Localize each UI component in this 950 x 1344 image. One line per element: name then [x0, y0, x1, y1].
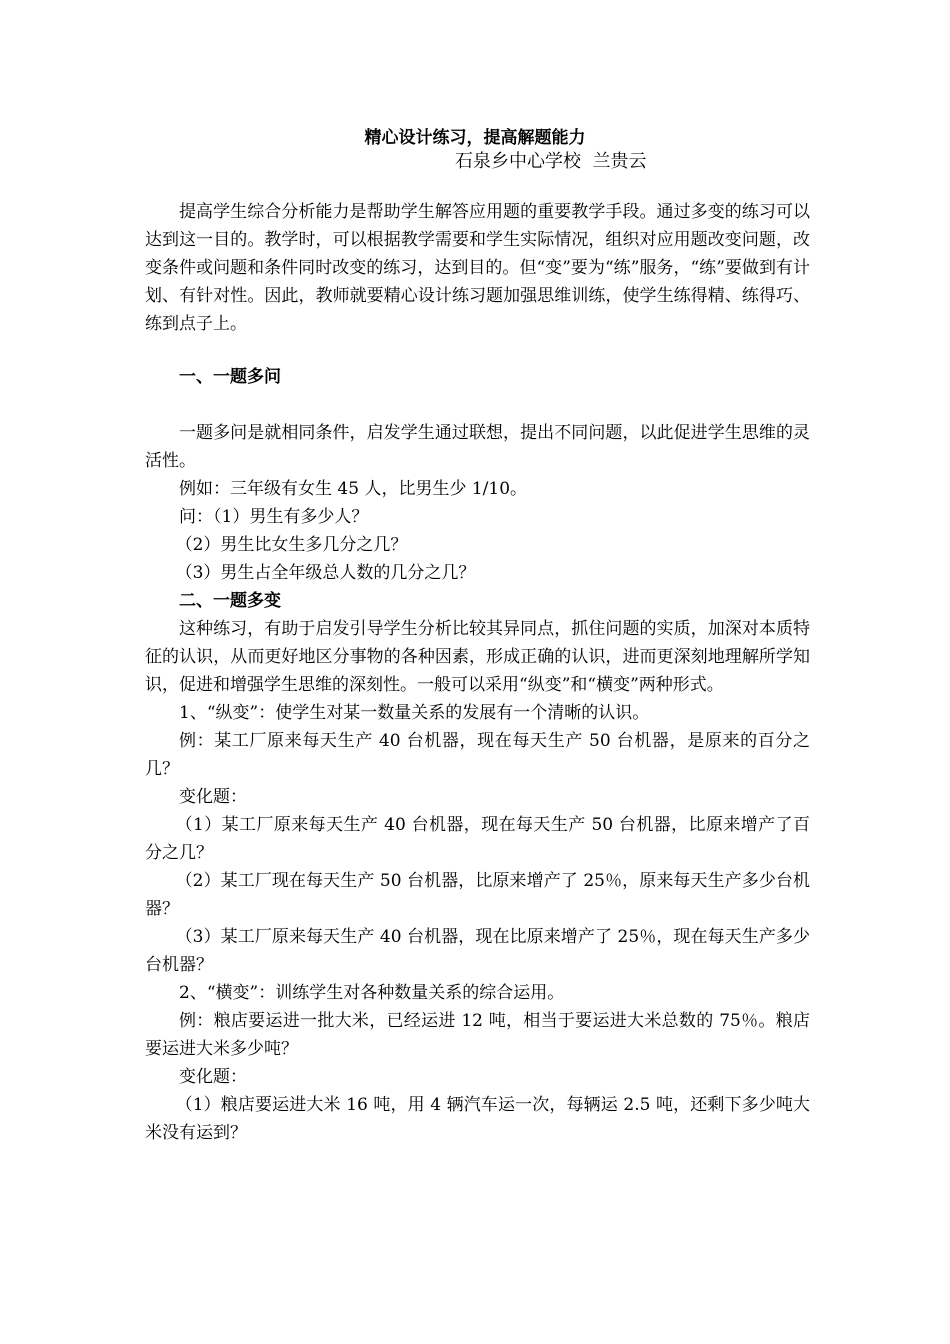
intro-paragraph: 提高学生综合分析能力是帮助学生解答应用题的重要教学手段。通过多变的练习可以达到这一目的。教学时，可以根据教学需要和学生实际情况，组织对应用题改变问题，改变条件或问题和条件同时改变的练习，达到目的。但“变”要为“练”服务，“练”要做到有计划、有针对性。因此，教师就要精心设计练习题加强思维训练，使学生练得精、练得巧、练到点子上。 — [145, 202, 810, 334]
section1-paragraph: 一题多问是就相同条件，启发学生通过联想，提出不同问题，以此促进学生思维的灵活性。 — [145, 423, 810, 471]
section1-question-1: 问：（1）男生有多少人？ — [179, 507, 369, 527]
document-body — [145, 198, 810, 1147]
section2-variation-1: （1）某工厂原来每天生产 40 台机器，现在每天生产 50 台机器，比原来增产了百分之几？ — [145, 815, 810, 863]
section2-example-2: 例：粮店要运进一批大米，已经运进 12 吨，相当于要运进大米总数的 75％。粮店要运进大米多少吨？ — [145, 1011, 810, 1059]
document-title: 精心设计练习，提高解题能力 — [364, 128, 586, 148]
section2-heading: 二、一题多变 — [179, 591, 281, 611]
section2-paragraph: 这种练习，有助于启发引导学生分析比较其异同点，抓住问题的实质，加深对本质特征的认识，从而更好地区分事物的各种因素，形成正确的认识，进而更深刻地理解所学知识，促进和增强学生思维的深刻性。一般可以采用“纵变”和“横变”两种形式。 — [145, 619, 810, 695]
section2-variation-4: （1）粮店要运进大米 16 吨，用 4 辆汽车运一次，每辆运 2.5 吨，还剩下多少吨大米没有运到？ — [145, 1095, 810, 1143]
section2-variation-label-2: 变化题： — [179, 1067, 247, 1087]
section2-variation-label-1: 变化题： — [179, 787, 247, 807]
section2-subheading-2: 2、“横变”：训练学生对各种数量关系的综合运用。 — [179, 983, 565, 1003]
document-author: 石泉乡中心学校 兰贵云 — [455, 151, 647, 172]
section2-subheading-1: 1、“纵变”：使学生对某一数量关系的发展有一个清晰的认识。 — [179, 703, 650, 723]
section2-variation-2: （2）某工厂现在每天生产 50 台机器，比原来增产了 25％，原来每天生产多少台机器？ — [145, 871, 810, 919]
section1-example: 例如：三年级有女生 45 人，比男生少 1/10。 — [179, 479, 528, 499]
section1-heading: 一、一题多问 — [179, 367, 281, 387]
section1-question-2: （2）男生比女生多几分之几？ — [175, 535, 408, 555]
section1-question-3: （3）男生占全年级总人数的几分之几？ — [175, 563, 476, 583]
section2-example-1: 例：某工厂原来每天生产 40 台机器，现在每天生产 50 台机器，是原来的百分之几？ — [145, 731, 810, 779]
section2-variation-3: （3）某工厂原来每天生产 40 台机器，现在比原来增产了 25％，现在每天生产多少台机器？ — [145, 927, 810, 975]
